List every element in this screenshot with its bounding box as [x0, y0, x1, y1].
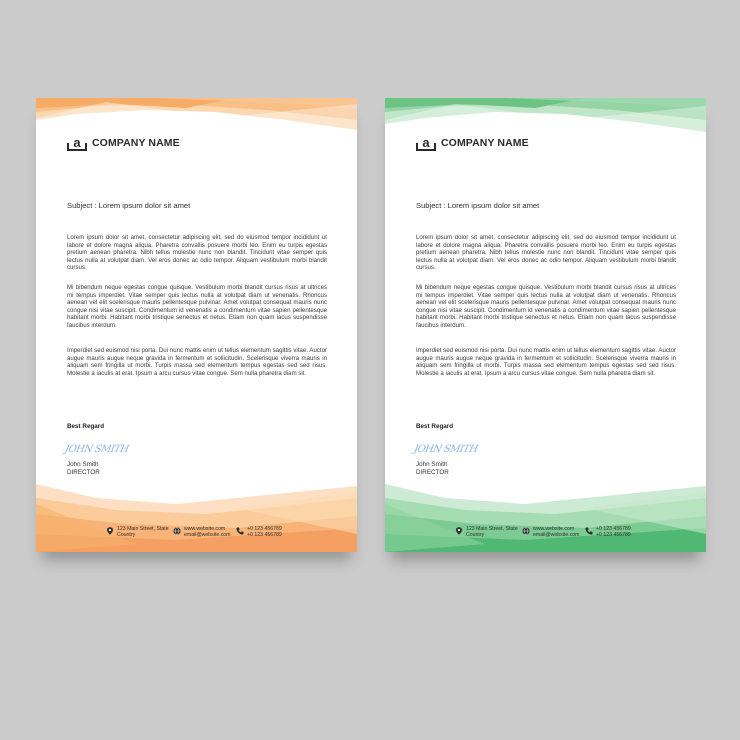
signature	[412, 440, 479, 456]
globe-icon	[173, 527, 181, 535]
address-line-2: Country	[466, 532, 485, 539]
contact-phone	[585, 526, 631, 539]
phone-line-2: +0 123 456789	[596, 532, 631, 539]
signer-title: DIRECTOR	[416, 469, 449, 476]
svg-text:JOHN SMITH: JOHN SMITH	[412, 444, 479, 455]
company-logo	[66, 134, 180, 152]
email-text[interactable]: email@website.com	[533, 532, 580, 539]
location-pin-icon	[106, 527, 114, 535]
company-logo-icon	[66, 134, 88, 152]
globe-icon	[522, 527, 530, 535]
footer-decoration	[36, 484, 357, 552]
body-paragraph-1: Lorem ipsum dolor sit amet, consectetur adipiscing elit, sed do eiusmod tempor incididunt ut labore et dolore magna aliqua. Pharetra convallis posuere morbi leo. Enim eu turpis egestas pretium aenean pharetra. Nibh tellus molestie nunc non blandit. Tincidunt vitae semper quis lectus nulla at volutpat diam. Vel eros donec ac odio tempor. Aliquam vestibulum morbi blandit cursus.	[416, 234, 676, 272]
signer-name: John Smith	[416, 461, 448, 468]
subject-line: Subject : Lorem ipsum dolor sit amet	[67, 201, 191, 210]
company-logo	[415, 134, 529, 152]
subject-line: Subject : Lorem ipsum dolor sit amet	[416, 201, 540, 210]
phone-line-2: +0 123 456789	[247, 532, 282, 539]
letterhead-green	[385, 98, 706, 552]
address-line-2: Country	[117, 532, 136, 539]
svg-text:a: a	[422, 135, 430, 150]
body-paragraph-3: Imperdiet sed euismod nisi porta. Dui nunc mattis enim ut tellus elementum sagittis vitae. Auctor augue mauris augue neque gravida in fermentum et sollicitudin. Scelerisque viverra mauris in aliquam sem fringilla ut morbi. Turpis massa sed elementum tempus egestas sed sed risus. Molestie a iaculis at erat. Ipsum a arcu cursus vitae congue. Sem nulla pharetra diam sit.	[416, 347, 676, 377]
company-logo-icon	[415, 134, 437, 152]
signer-title: DIRECTOR	[67, 469, 100, 476]
letterhead-orange	[36, 98, 357, 552]
address-line-1: 123 Main Street, State	[466, 526, 518, 532]
location-pin-icon	[455, 527, 463, 535]
footer-decoration	[385, 484, 706, 552]
body-paragraph-2: Mi bibendum neque egestas congue quisque. Vestibulum morbi blandit cursus risus at ultrices mi tempus imperdiet. Vitae semper quis lectus nulla at volutpat diam ut venenatis. Rhoncus aenean vel elit scelerisque mauris pellentesque pulvinar. Amet volutpat consequat mauris nunc congue nisi vitae suscipit. Condimentum id venenatis a condimentum vitae sapien pellentesque habitant morbi. Habitant morbi tristique senectus et netus. Etiam non quam lacus suspendisse faucibus interdum.	[416, 284, 676, 329]
website-text[interactable]: www.website.com	[184, 526, 226, 532]
phone-icon	[585, 527, 593, 535]
signature	[63, 440, 130, 456]
company-name: COMPANY NAME	[441, 137, 529, 149]
company-name: COMPANY NAME	[92, 137, 180, 149]
email-text[interactable]: email@website.com	[184, 532, 231, 539]
signer-name: John Smith	[67, 461, 99, 468]
body-paragraph-1: Lorem ipsum dolor sit amet, consectetur adipiscing elit, sed do eiusmod tempor incididunt ut labore et dolore magna aliqua. Pharetra convallis posuere morbi leo. Enim eu turpis egestas pretium aenean pharetra. Nibh tellus molestie nunc non blandit. Tincidunt vitae semper quis lectus nulla at volutpat diam. Vel eros donec ac odio tempor. Aliquam vestibulum morbi blandit cursus.	[67, 234, 327, 272]
svg-text:a: a	[73, 135, 81, 150]
contact-address	[106, 526, 169, 539]
phone-icon	[236, 527, 244, 535]
website-text[interactable]: www.website.com	[533, 526, 575, 532]
address-line-1: 123 Main Street, State	[117, 526, 169, 532]
body-paragraph-3: Imperdiet sed euismod nisi porta. Dui nunc mattis enim ut tellus elementum sagittis vitae. Auctor augue mauris augue neque gravida in fermentum et sollicitudin. Scelerisque viverra mauris in aliquam sem fringilla ut morbi. Turpis massa sed elementum tempus egestas sed sed risus. Molestie a iaculis at erat. Ipsum a arcu cursus vitae congue. Sem nulla pharetra diam sit.	[67, 347, 327, 377]
contact-web	[173, 526, 231, 539]
closing-salutation: Best Regard	[416, 423, 454, 430]
body-paragraph-2: Mi bibendum neque egestas congue quisque. Vestibulum morbi blandit cursus risus at ultrices mi tempus imperdiet. Vitae semper quis lectus nulla at volutpat diam ut venenatis. Rhoncus aenean vel elit scelerisque mauris pellentesque pulvinar. Amet volutpat consequat mauris nunc congue nisi vitae suscipit. Condimentum id venenatis a condimentum vitae sapien pellentesque habitant morbi. Habitant morbi tristique senectus et netus. Etiam non quam lacus suspendisse faucibus interdum.	[67, 284, 327, 329]
contact-address	[455, 526, 518, 539]
contact-phone	[236, 526, 282, 539]
header-decoration	[36, 98, 357, 138]
header-decoration	[385, 98, 706, 138]
closing-salutation: Best Regard	[67, 423, 105, 430]
phone-line-1: +0 123 456789	[596, 526, 631, 532]
svg-text:JOHN SMITH: JOHN SMITH	[63, 444, 130, 455]
contact-web	[522, 526, 580, 539]
phone-line-1: +0 123 456789	[247, 526, 282, 532]
